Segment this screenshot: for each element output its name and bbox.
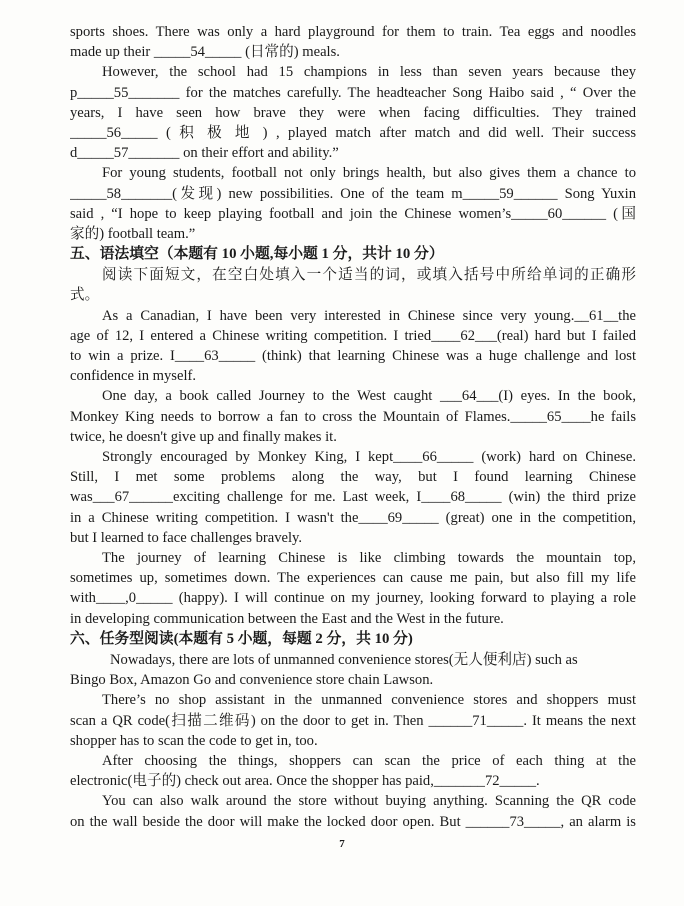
text-line: twice, he doesn't give up and finally makes it. [70, 428, 337, 445]
text-line: age of 12, I entered a Chinese writing competition. I tried____62___(real) hard but I failed [70, 327, 636, 344]
text-line: electronic(电子的) check out area. Once the shopper has paid,_______72_____. [70, 773, 540, 790]
instruction-line: 阅读下面短文，在空白处填入一个适当的词，或填入括号中所给单词的正确形 [102, 267, 636, 284]
text-line: confidence in myself. [70, 368, 197, 385]
text-line: made up their _____54_____ (日常的) meals. [70, 44, 340, 61]
text-line: Still, I met some problems along the way, but I found learning Chinese [70, 469, 636, 486]
text-line: _____58_______(发现) new possibilities. One of the team m_____59______ Song Yuxin [70, 185, 636, 202]
passage-football-team [70, 22, 636, 244]
text-line: Bingo Box, Amazon Go and convenience store chain Lawson. [70, 672, 434, 689]
text-line: in a Chinese writing competition. I wasn't the____69_____ (great) one in the competition, [70, 509, 636, 526]
text-line: For young students, football not only brings health, but also gives them a chance to [102, 165, 636, 182]
text-line: shopper has to scan the code to get in, too. [70, 732, 318, 749]
section-heading: 六、任务型阅读(本题有 5 小题，每题 2 分，共 10 分) [70, 630, 413, 647]
instruction-line: 式。 [70, 287, 100, 304]
page-number: 7 [339, 838, 345, 850]
section-task-reading [70, 629, 636, 832]
text-line: scan a QR code(扫描二维码) on the door to get in. Then ______71_____. It means the next [70, 712, 636, 729]
section-heading: 五、语法填空（本题有 10 小题,每小题 1 分，共计 10 分） [70, 246, 444, 263]
text-line: years, I have seen how brave they were when facing difficulties. They trained [70, 104, 636, 121]
text-line: As a Canadian, I have been very interested in Chinese since very young.__61__the [102, 307, 636, 324]
text-line: sometimes up, sometimes down. The experiences can cause me pain, but also fill my life [70, 570, 636, 587]
text-line: with____,0_____ (happy). I will continue on my journey, looking forward to playing a role [70, 590, 636, 607]
section-grammar-fill [70, 244, 636, 629]
text-line: One day, a book called Journey to the West caught ___64___(I) eyes. In the book, [102, 388, 636, 405]
text-line: After choosing the things, shoppers can scan the price of each thing at the [102, 752, 636, 769]
text-line: 家的) football team.” [70, 226, 196, 243]
text-line: _____56_____ ( 积 极 地 ) , played match after match and did well. Their success [70, 125, 636, 142]
text-line: p_____55_______ for the matches carefully. The headteacher Song Haibo said , “ Over the [70, 84, 636, 101]
text-line: d_____57_______ on their effort and ability.” [70, 145, 339, 162]
text-line: The journey of learning Chinese is like climbing towards the mountain top, [102, 550, 636, 567]
text-line: Monkey King needs to borrow a fan to cross the Mountain of Flames._____65____he fails [70, 408, 636, 425]
text-line: was___67______exciting challenge for me. Last week, I____68_____ (win) the third prize [70, 489, 636, 506]
text-line: Nowadays, there are lots of unmanned convenience stores(无人便利店) such as [110, 651, 578, 668]
text-line: There’s no shop assistant in the unmanned convenience stores and shoppers must [102, 692, 636, 709]
text-line: You can also walk around the store without buying anything. Scanning the QR code [102, 793, 636, 810]
text-line: but I learned to face challenges bravely. [70, 529, 303, 546]
text-line: on the wall beside the door will make the locked door open. But ______73_____, an alarm is [70, 813, 636, 830]
text-line: sports shoes. There was only a hard playground for them to train. Tea eggs and noodles [70, 24, 636, 40]
text-line: However, the school had 15 champions in less than seven years because they [102, 64, 636, 81]
text-line: Strongly encouraged by Monkey King, I kept____66_____ (work) hard on Chinese. [102, 449, 636, 466]
text-line: in developing communication between the East and the West in the future. [70, 610, 504, 627]
text-line: to win a prize. I____63_____ (think) that learning Chinese was a huge challenge and lost [70, 348, 636, 365]
text-line: said , “I hope to keep playing football and join the Chinese women’s_____60______ (国 [70, 205, 636, 222]
